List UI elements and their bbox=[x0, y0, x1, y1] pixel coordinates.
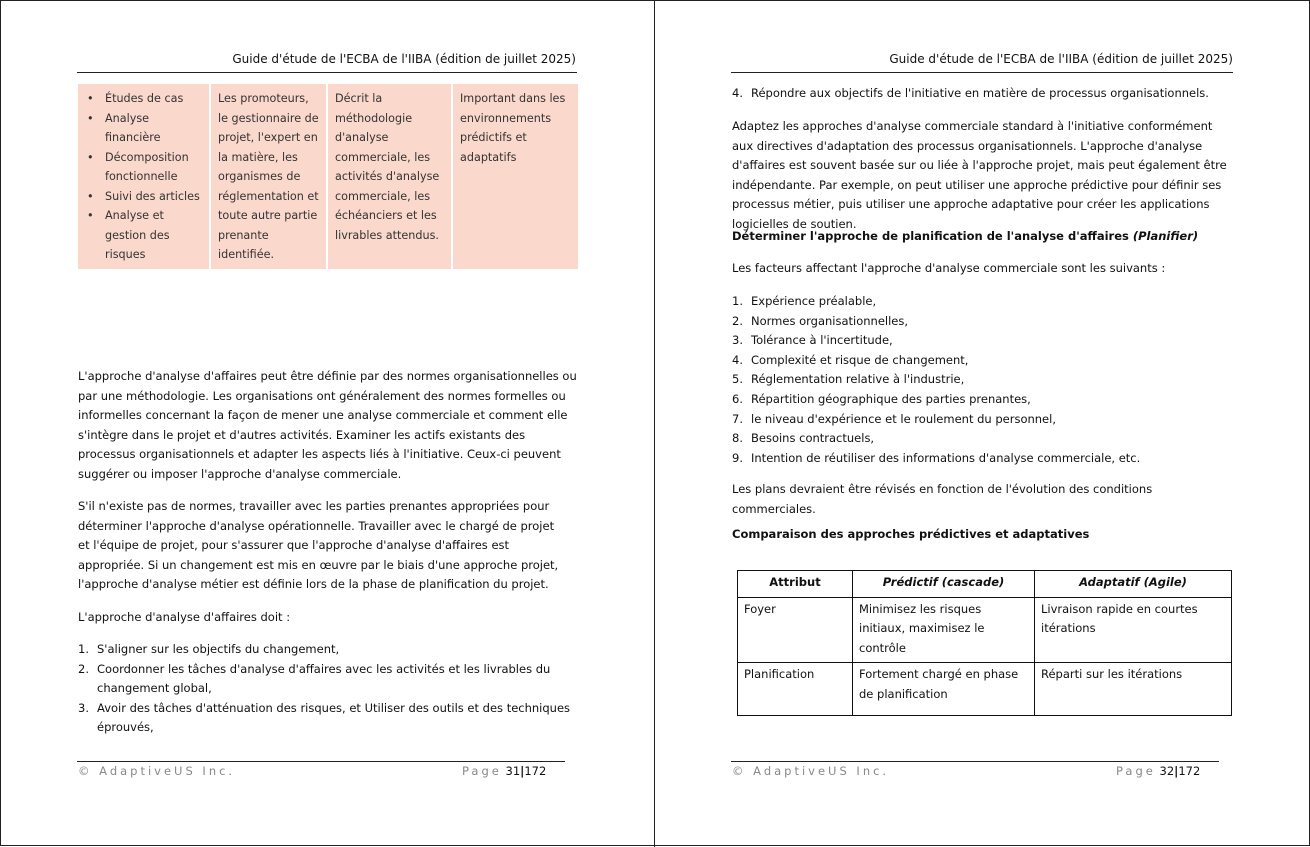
list-item: • Études de cas bbox=[105, 89, 203, 109]
page-31 bbox=[0, 0, 654, 847]
list-item: • Analyse financière bbox=[105, 109, 203, 148]
paragraph: S'il n'existe pas de normes, travailler avec les parties prenantes appropriées pour déterminer l'approche d'analyse opérationnelle. Travailler avec le chargé de projet et l'équipe de projet, pour s'assurer que l'approche d'analyse d'affaires est appropriée. Si un changement est mis en œuvre par le biais d'une approche projet, l'approche d'analyse métier est définie lors de la phase de planification du projet. bbox=[78, 499, 559, 592]
paragraph: L'approche d'analyse d'affaires doit : bbox=[78, 610, 291, 624]
section-heading: Déterminer l'approche de planification de l'analyse d'affaires (Planifier) bbox=[732, 229, 1199, 243]
table-cell: Livraison rapide en courtes itérations bbox=[1035, 597, 1232, 663]
paragraph: Les facteurs affectant l'approche d'analyse commerciale sont les suivants : bbox=[732, 261, 1166, 275]
list-item: 7. le niveau d'expérience et le roulement du personnel, bbox=[732, 411, 1056, 426]
footer-company: © AdaptiveUS Inc. bbox=[732, 764, 890, 778]
approach-list bbox=[78, 640, 578, 738]
techniques-list bbox=[85, 89, 203, 265]
table-row bbox=[738, 597, 1232, 663]
list-item: 3. Tolérance à l'incertitude, bbox=[732, 333, 893, 348]
column-header: Adaptatif (Agile) bbox=[1035, 571, 1232, 598]
approach-list-continued bbox=[732, 84, 1232, 104]
techniques-cell bbox=[78, 84, 211, 269]
list-item: 4. Complexité et risque de changement, bbox=[732, 352, 969, 367]
header-rule bbox=[731, 72, 1233, 73]
page-header-title: Guide d'étude de l'ECBA de l'IIBA (édition de juillet 2025) bbox=[232, 52, 576, 66]
paragraph: Adaptez les approches d'analyse commerciale standard à l'initiative conformément aux directives d'adaptation des processus organisationnels. L'approche d'analyse d'affaires est souvent basée sur ou liée à l'approche projet, mais peut également être indépendante. Par exemple, on peut utiliser une approche prédictive pour définir ses processus métier, puis utiliser une approche adaptative pour créer les applications logicielles de soutien. bbox=[732, 119, 1227, 231]
list-item: • Analyse et gestion des risques bbox=[105, 206, 203, 265]
list-item: 1. S'aligner sur les objectifs du changement, bbox=[78, 642, 340, 656]
table-row bbox=[78, 84, 578, 269]
list-item: 3. Avoir des tâches d'atténuation des risques, et Utiliser des outils et des techniques éprouvés, bbox=[78, 700, 571, 735]
table-header-row bbox=[738, 571, 1232, 598]
table-row bbox=[738, 663, 1232, 716]
footer-rule bbox=[731, 761, 1219, 762]
footer-company: © AdaptiveUS Inc. bbox=[78, 764, 236, 778]
list-item: • Décomposition fonctionnelle bbox=[105, 148, 203, 187]
list-item: 4. Répondre aux objectifs de l'initiative en matière de processus organisationnels. bbox=[732, 86, 1209, 100]
page-number: Page 32|172 bbox=[1116, 764, 1201, 778]
column-header: Prédictif (cascade) bbox=[853, 571, 1035, 598]
list-item: 6. Répartition géographique des parties prenantes, bbox=[732, 391, 1031, 406]
stakeholders-cell: Les promoteurs, le gestionnaire de projet, l'expert en la matière, les organismes de réglementation et toute autre partie prenante identifiée. bbox=[211, 84, 328, 269]
paragraph: L'approche d'analyse d'affaires peut être définie par des normes organisationnelles ou par une méthodologie. Les organisations ont généralement des normes formelles ou informelles concernant la façon de mener une analyse commerciale et comment elle s'intègre dans le projet et d'autres activités. Examiner les actifs existants des processus organisationnels et adapter les aspects liés à l'initiative. Ceux-ci peuvent suggérer ou imposer l'approche d'analyse commerciale. bbox=[78, 369, 577, 481]
section-heading: Comparaison des approches prédictives et adaptatives bbox=[732, 527, 1090, 541]
page-number: Page 31|172 bbox=[462, 764, 547, 778]
header-rule bbox=[77, 72, 577, 73]
list-item: 9. Intention de réutiliser des informations d'analyse commerciale, etc. bbox=[732, 450, 1141, 465]
table-cell: Planification bbox=[738, 663, 853, 716]
column-header: Attribut bbox=[738, 571, 853, 598]
list-item: • Suivi des articles bbox=[105, 187, 203, 207]
factors-list bbox=[732, 292, 1232, 468]
table-cell: Foyer bbox=[738, 597, 853, 663]
list-item: 2. Coordonner les tâches d'analyse d'affaires avec les activités et les livrables du changement global, bbox=[78, 661, 551, 696]
list-item: 1. Expérience préalable, bbox=[732, 294, 877, 308]
notes-cell: Important dans les environnements prédictifs et adaptatifs bbox=[453, 84, 578, 269]
list-item: 5. Réglementation relative à l'industrie, bbox=[732, 372, 965, 387]
page-32 bbox=[655, 0, 1310, 847]
page-header-title: Guide d'étude de l'ECBA de l'IIBA (édition de juillet 2025) bbox=[889, 52, 1233, 66]
footer-rule bbox=[77, 761, 565, 762]
outputs-cell: Décrit la méthodologie d'analyse commerciale, les activités d'analyse commerciale, les échéanciers et les livrables attendus. bbox=[328, 84, 453, 269]
role-table bbox=[78, 84, 578, 269]
table-cell: Minimisez les risques initiaux, maximisez le contrôle bbox=[853, 597, 1035, 663]
table-cell: Réparti sur les itérations bbox=[1035, 663, 1232, 716]
list-item: 2. Normes organisationnelles, bbox=[732, 313, 909, 328]
comparison-table bbox=[737, 570, 1232, 716]
list-item: 8. Besoins contractuels, bbox=[732, 431, 875, 446]
paragraph: Les plans devraient être révisés en fonction de l'évolution des conditions commerciales. bbox=[732, 482, 1153, 516]
table-cell: Fortement chargé en phase de planification bbox=[853, 663, 1035, 716]
